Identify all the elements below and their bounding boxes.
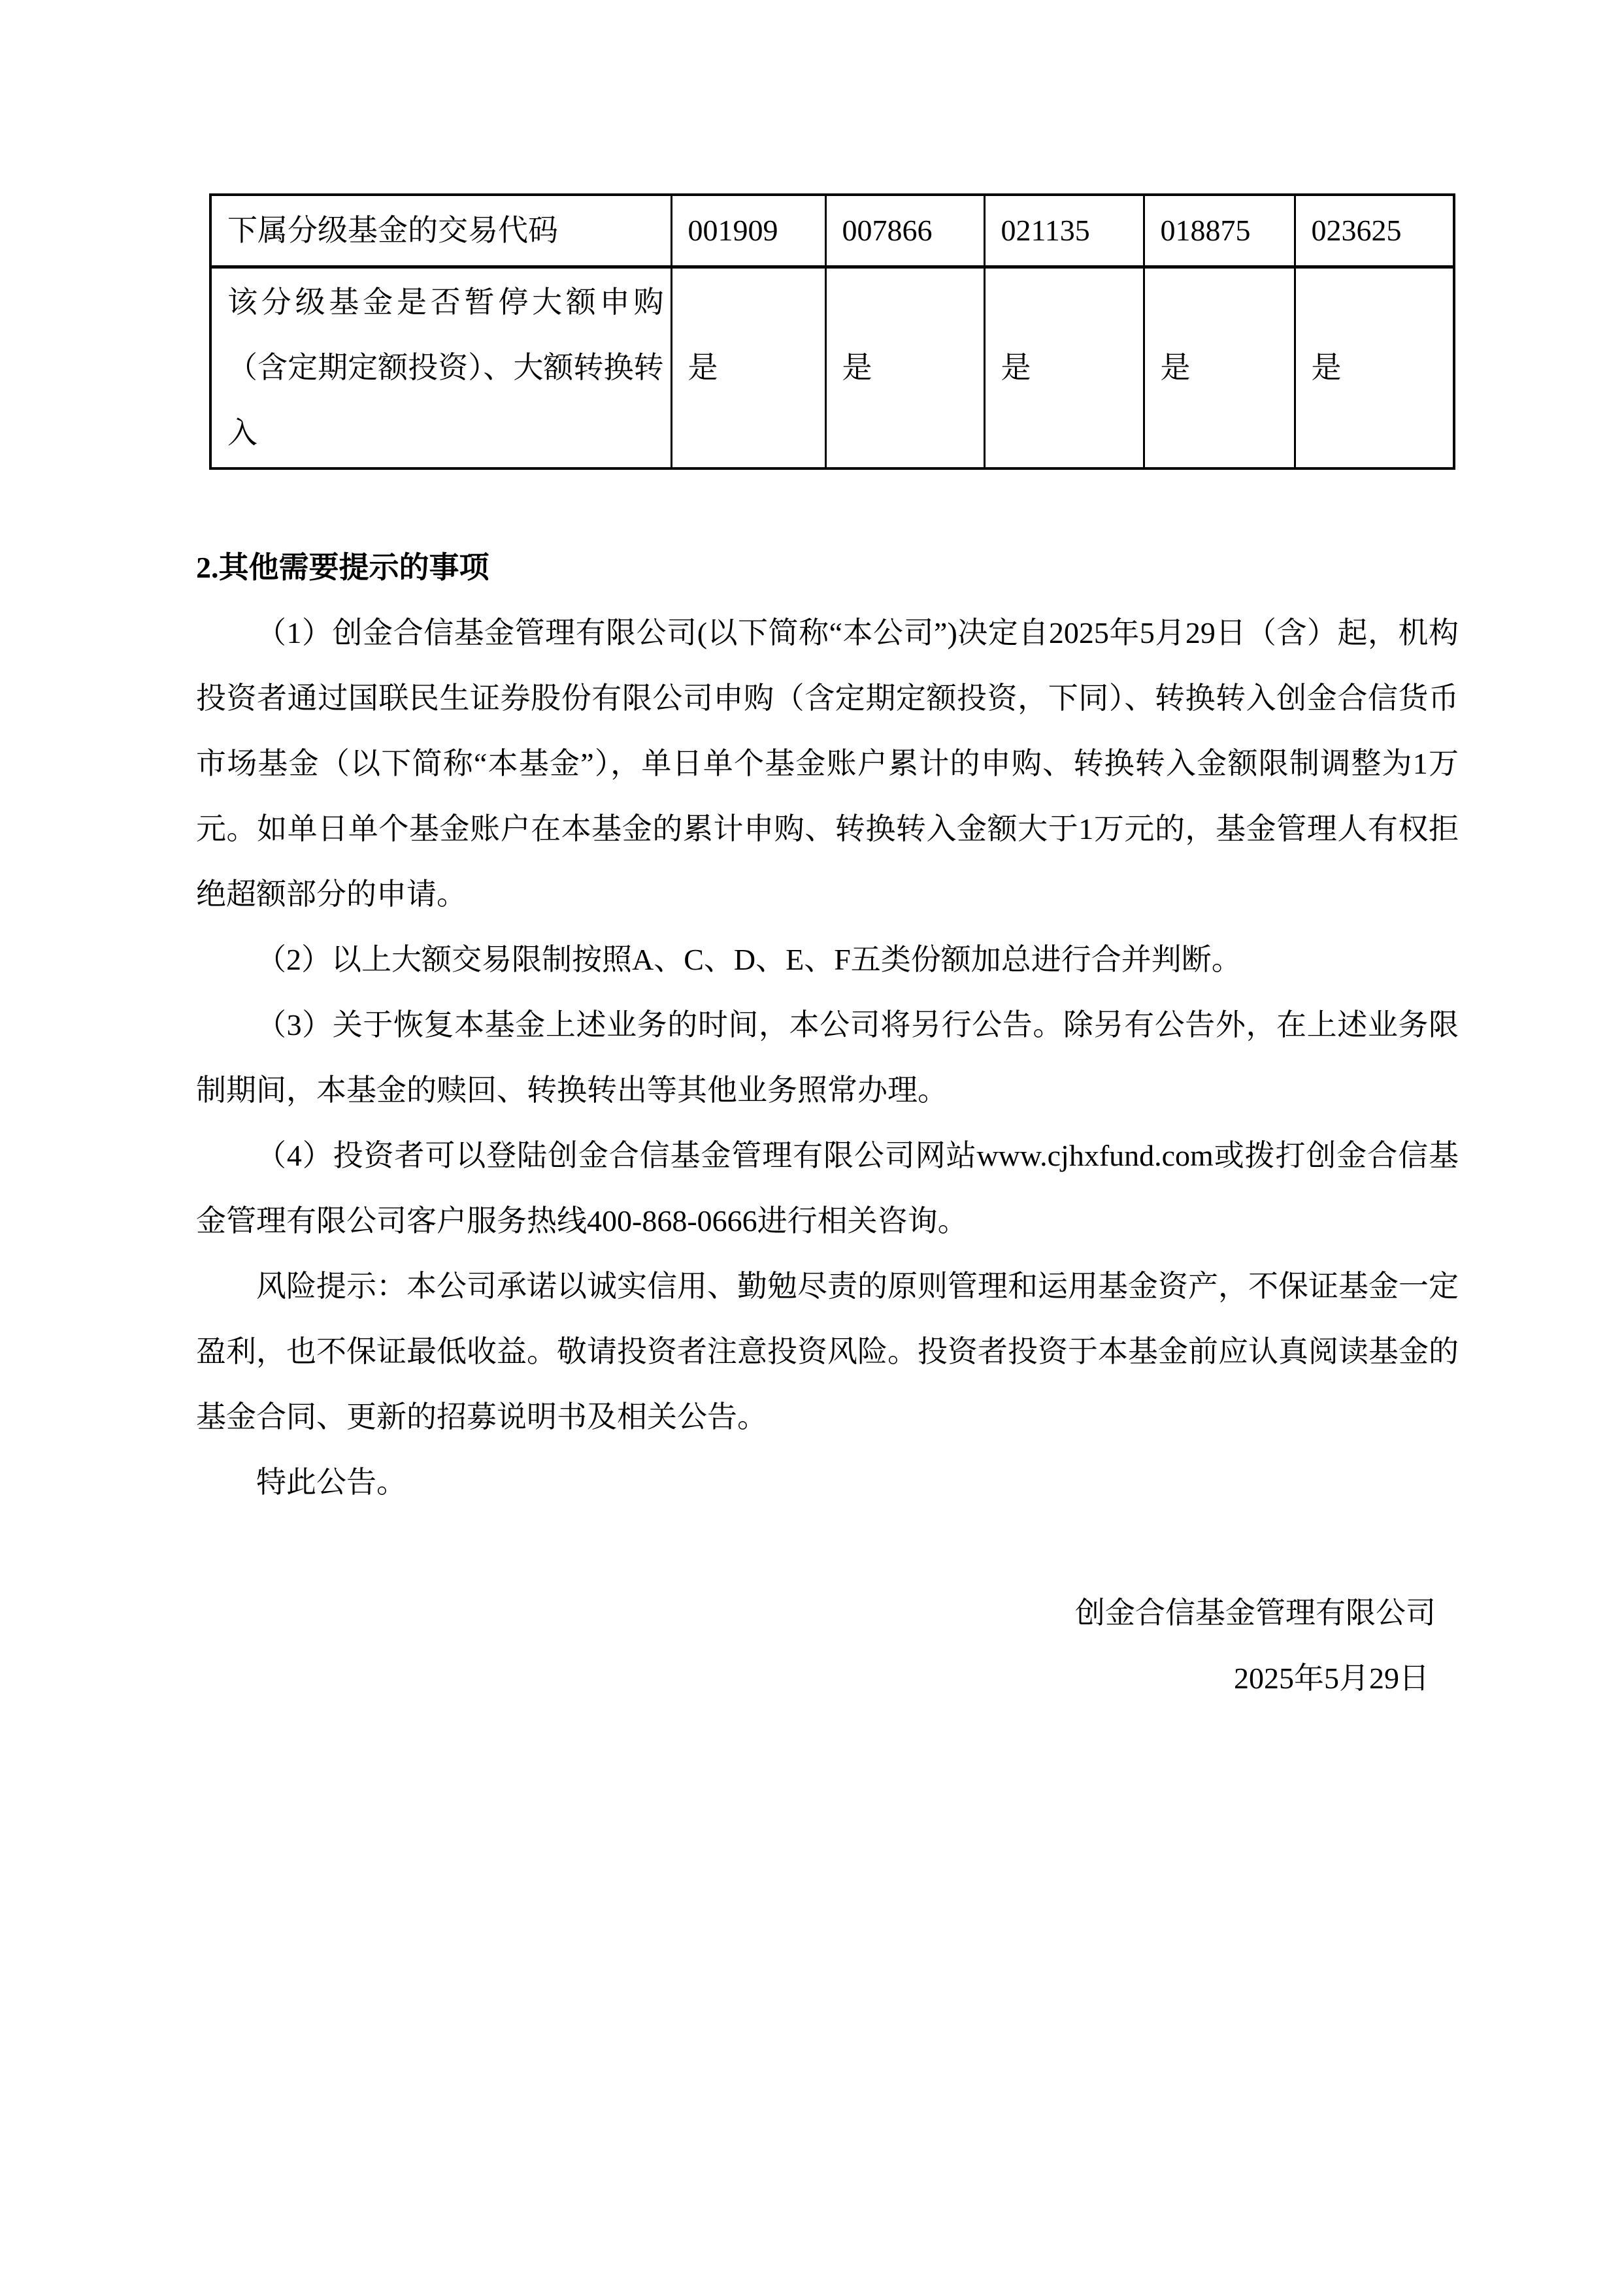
trade-code-cell: 021135	[984, 195, 1144, 267]
page-content	[0, 193, 1624, 1711]
paragraph-2: （2）以上大额交易限制按照A、C、D、E、F五类份额加总进行合并判断。	[256, 943, 1242, 976]
signature-company: 创金合信基金管理有限公司	[1075, 1596, 1436, 1630]
table-row-trade-codes	[210, 195, 1454, 267]
suspension-cell: 是	[671, 267, 825, 469]
trade-code-cell: 023625	[1295, 195, 1454, 267]
closing-line: 特此公告。	[256, 1466, 406, 1499]
table-row-suspension	[210, 267, 1454, 469]
suspension-cell: 是	[1295, 267, 1454, 469]
paragraph-4: （4）投资者可以登陆创金合信基金管理有限公司网站www.cjhxfund.com或拨打创金合信基金管理有限公司客户服务热线400-868-0666进行相关咨询。	[196, 1139, 1459, 1238]
risk-warning-paragraph: 风险提示：本公司承诺以诚实信用、勤勉尽责的原则管理和运用基金资产，不保证基金一定盈利，也不保证最低收益。敬请投资者注意投资风险。投资者投资于本基金前应认真阅读基金的基金合同、更新的招募说明书及相关公告。	[196, 1270, 1459, 1434]
paragraph-3: （3）关于恢复本基金上述业务的时间，本公司将另行公告。除另有公告外，在上述业务限制期间，本基金的赎回、转换转出等其他业务照常办理。	[196, 1008, 1459, 1107]
suspension-cell: 是	[825, 267, 984, 469]
trade-code-cell: 001909	[671, 195, 825, 267]
signature-date: 2025年5月29日	[1234, 1662, 1429, 1695]
trade-code-cell: 007866	[825, 195, 984, 267]
section-heading: 2.其他需要提示的事项	[196, 551, 489, 584]
trade-code-cell: 018875	[1144, 195, 1295, 267]
row-label-suspension: 该分级基金是否暂停大额申购（含定期定额投资）、大额转换转入	[210, 267, 671, 469]
suspension-cell: 是	[984, 267, 1144, 469]
suspension-cell: 是	[1144, 267, 1295, 469]
fund-share-table	[209, 193, 1455, 470]
paragraph-1: （1）创金合信基金管理有限公司(以下简称“本公司”)决定自2025年5月29日（含）起，机构投资者通过国联民生证券股份有限公司申购（含定期定额投资，下同）、转换转入创金合信货币市场基金（以下简称“本基金”），单日单个基金账户累计的申购、转换转入金额限制调整为1万元。如单日单个基金账户在本基金的累计申购、转换转入金额大于1万元的，基金管理人有权拒绝超额部分的申请。	[196, 616, 1459, 911]
row-label-trade-codes: 下属分级基金的交易代码	[210, 195, 671, 267]
